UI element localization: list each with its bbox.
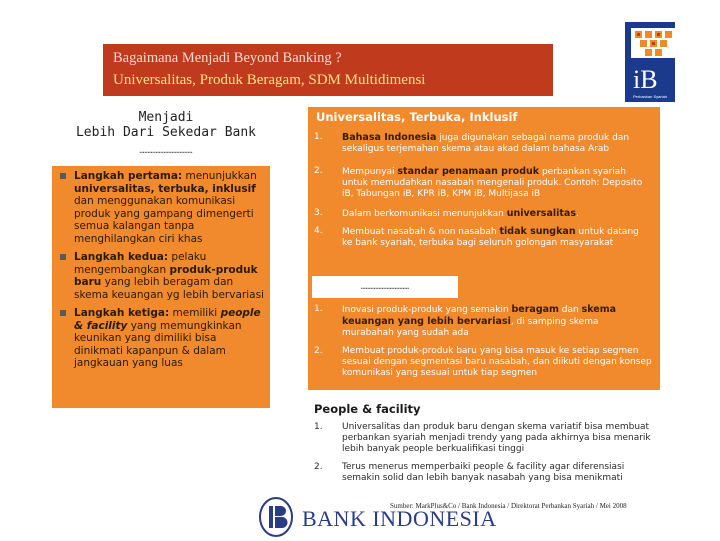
bullet-icon: [60, 310, 66, 316]
item-number: 1.: [314, 422, 323, 432]
item-number: 2.: [314, 462, 323, 472]
list-item: [58, 251, 264, 301]
ib-logo-tagline: Perbankan Syariah: [633, 94, 668, 99]
step-text: menunjukkan: [182, 170, 257, 182]
item-bold: standar penamaan produk: [397, 166, 540, 177]
step-text: yang lebih beragam dan skema keuangan yg lebih bervariasi: [74, 276, 264, 301]
item-bold: universalitas: [506, 208, 576, 219]
right-dots: …………………………: [312, 276, 458, 298]
item-text: Dalam berkomunikasi menunjukkan: [342, 209, 507, 219]
bank-indonesia-wordmark: BANK INDONESIA: [302, 506, 497, 531]
left-dots: ……………………………: [139, 146, 193, 155]
step-text: pelaku mengembangkan: [74, 251, 207, 276]
left-heading: [62, 110, 270, 160]
ib-logo-text: iB: [633, 65, 658, 94]
step-bold: people & facility: [74, 307, 261, 332]
item-bold: beragam: [511, 304, 559, 315]
step-bold: universalitas, terbuka, inklusif: [74, 182, 256, 195]
item-text: Membuat nasabah & non nasabah: [342, 227, 500, 237]
left-panel: [52, 166, 270, 408]
bank-indonesia-logo-icon: [258, 497, 294, 537]
item-text: Membuat produk-produk baru yang bisa masuk ke setiap segmen sesuai dengan segmentasi baru nasabah, dan diikuti dengan konsep komunikasi yang sesuai untuk tiap segmen: [342, 346, 652, 378]
item-text: juga digunakan sebagai nama produk dan sekaligus terjemahan skema atau akad dalam bahasa Arab: [342, 133, 630, 154]
slide-subtitle: Universalitas, Produk Beragam, SDM Multidimensi: [113, 72, 426, 88]
right-heading: Universalitas, Terbuka, Inklusif: [316, 110, 518, 124]
item-text: Terus menerus memperbaiki people & facility agar diferensiasi semakin solid dan lebih banyak nasabah yang bisa menikmati: [342, 462, 625, 483]
ib-logo-graphic: [623, 20, 695, 104]
item-text: , di samping skema murabahah yang sudah ada: [342, 317, 599, 338]
list-item: [58, 307, 264, 370]
left-heading-line1: Menjadi: [138, 110, 194, 125]
bullet-icon: [60, 254, 66, 260]
item-text: Mempunyai: [342, 167, 398, 177]
item-number: 2.: [314, 346, 323, 356]
item-bold: Bahasa Indonesia: [342, 132, 437, 143]
item-number: 4.: [314, 226, 323, 236]
list-item: [58, 170, 264, 245]
people-heading: People & facility: [314, 402, 421, 416]
item-text: dan: [558, 305, 582, 315]
item-text: Inovasi produk-produk yang semakin: [342, 305, 512, 315]
item-text: .: [576, 209, 579, 219]
item-bold: skema keuangan yang lebih bervariasi: [342, 304, 617, 327]
step-lead: Langkah ketiga:: [74, 307, 170, 319]
step-text: yang memungkinkan keunikan yang dimiliki bisa dinikmati kapanpun & dalam jangkauan yang luas: [74, 319, 242, 369]
item-text: perbankan syariah untuk memudahkan nasabah mengenali produk. Contoh: Deposito iB, Tabungan iB, KPR iB, KPM iB, Multijasa iB: [342, 167, 643, 199]
step-bold: produk-produk baru: [74, 263, 258, 288]
source-note: Sumber: MarkPlus&Co / Bank Indonesia / Direktorat Perbankan Syariah / Mei 2008: [390, 502, 627, 510]
bullet-icon: [60, 173, 66, 179]
item-text: Universalitas dan produk baru dengan skema variatif bisa membuat perbankan syariah menjadi trendy yang pada akhirnya bisa menarik lebih banyak people berkualifikasi tinggi: [342, 422, 651, 454]
left-heading-line2: Lebih Dari Sekedar Bank: [75, 125, 256, 140]
item-bold: tidak sungkan: [499, 226, 576, 237]
item-number: 3.: [314, 208, 323, 218]
step-text: memiliki: [169, 307, 221, 319]
step-lead: Langkah kedua:: [74, 251, 169, 263]
item-number: 2.: [314, 166, 323, 176]
item-text: untuk datang ke bank syariah, terbuka bagi seluruh golongan masyarakat: [342, 227, 639, 248]
slide-title: Bagaimana Menjadi Beyond Banking ?: [113, 50, 342, 66]
title-box: [103, 44, 553, 96]
step-text: dan menggunakan komunikasi produk yang gampang dimengerti semua kalangan tanpa menghilangkan ciri khas: [74, 195, 254, 245]
item-number: 1.: [314, 132, 323, 142]
step-lead: Langkah pertama:: [74, 170, 183, 182]
ib-logo: [623, 20, 695, 104]
item-number: 1.: [314, 304, 323, 314]
